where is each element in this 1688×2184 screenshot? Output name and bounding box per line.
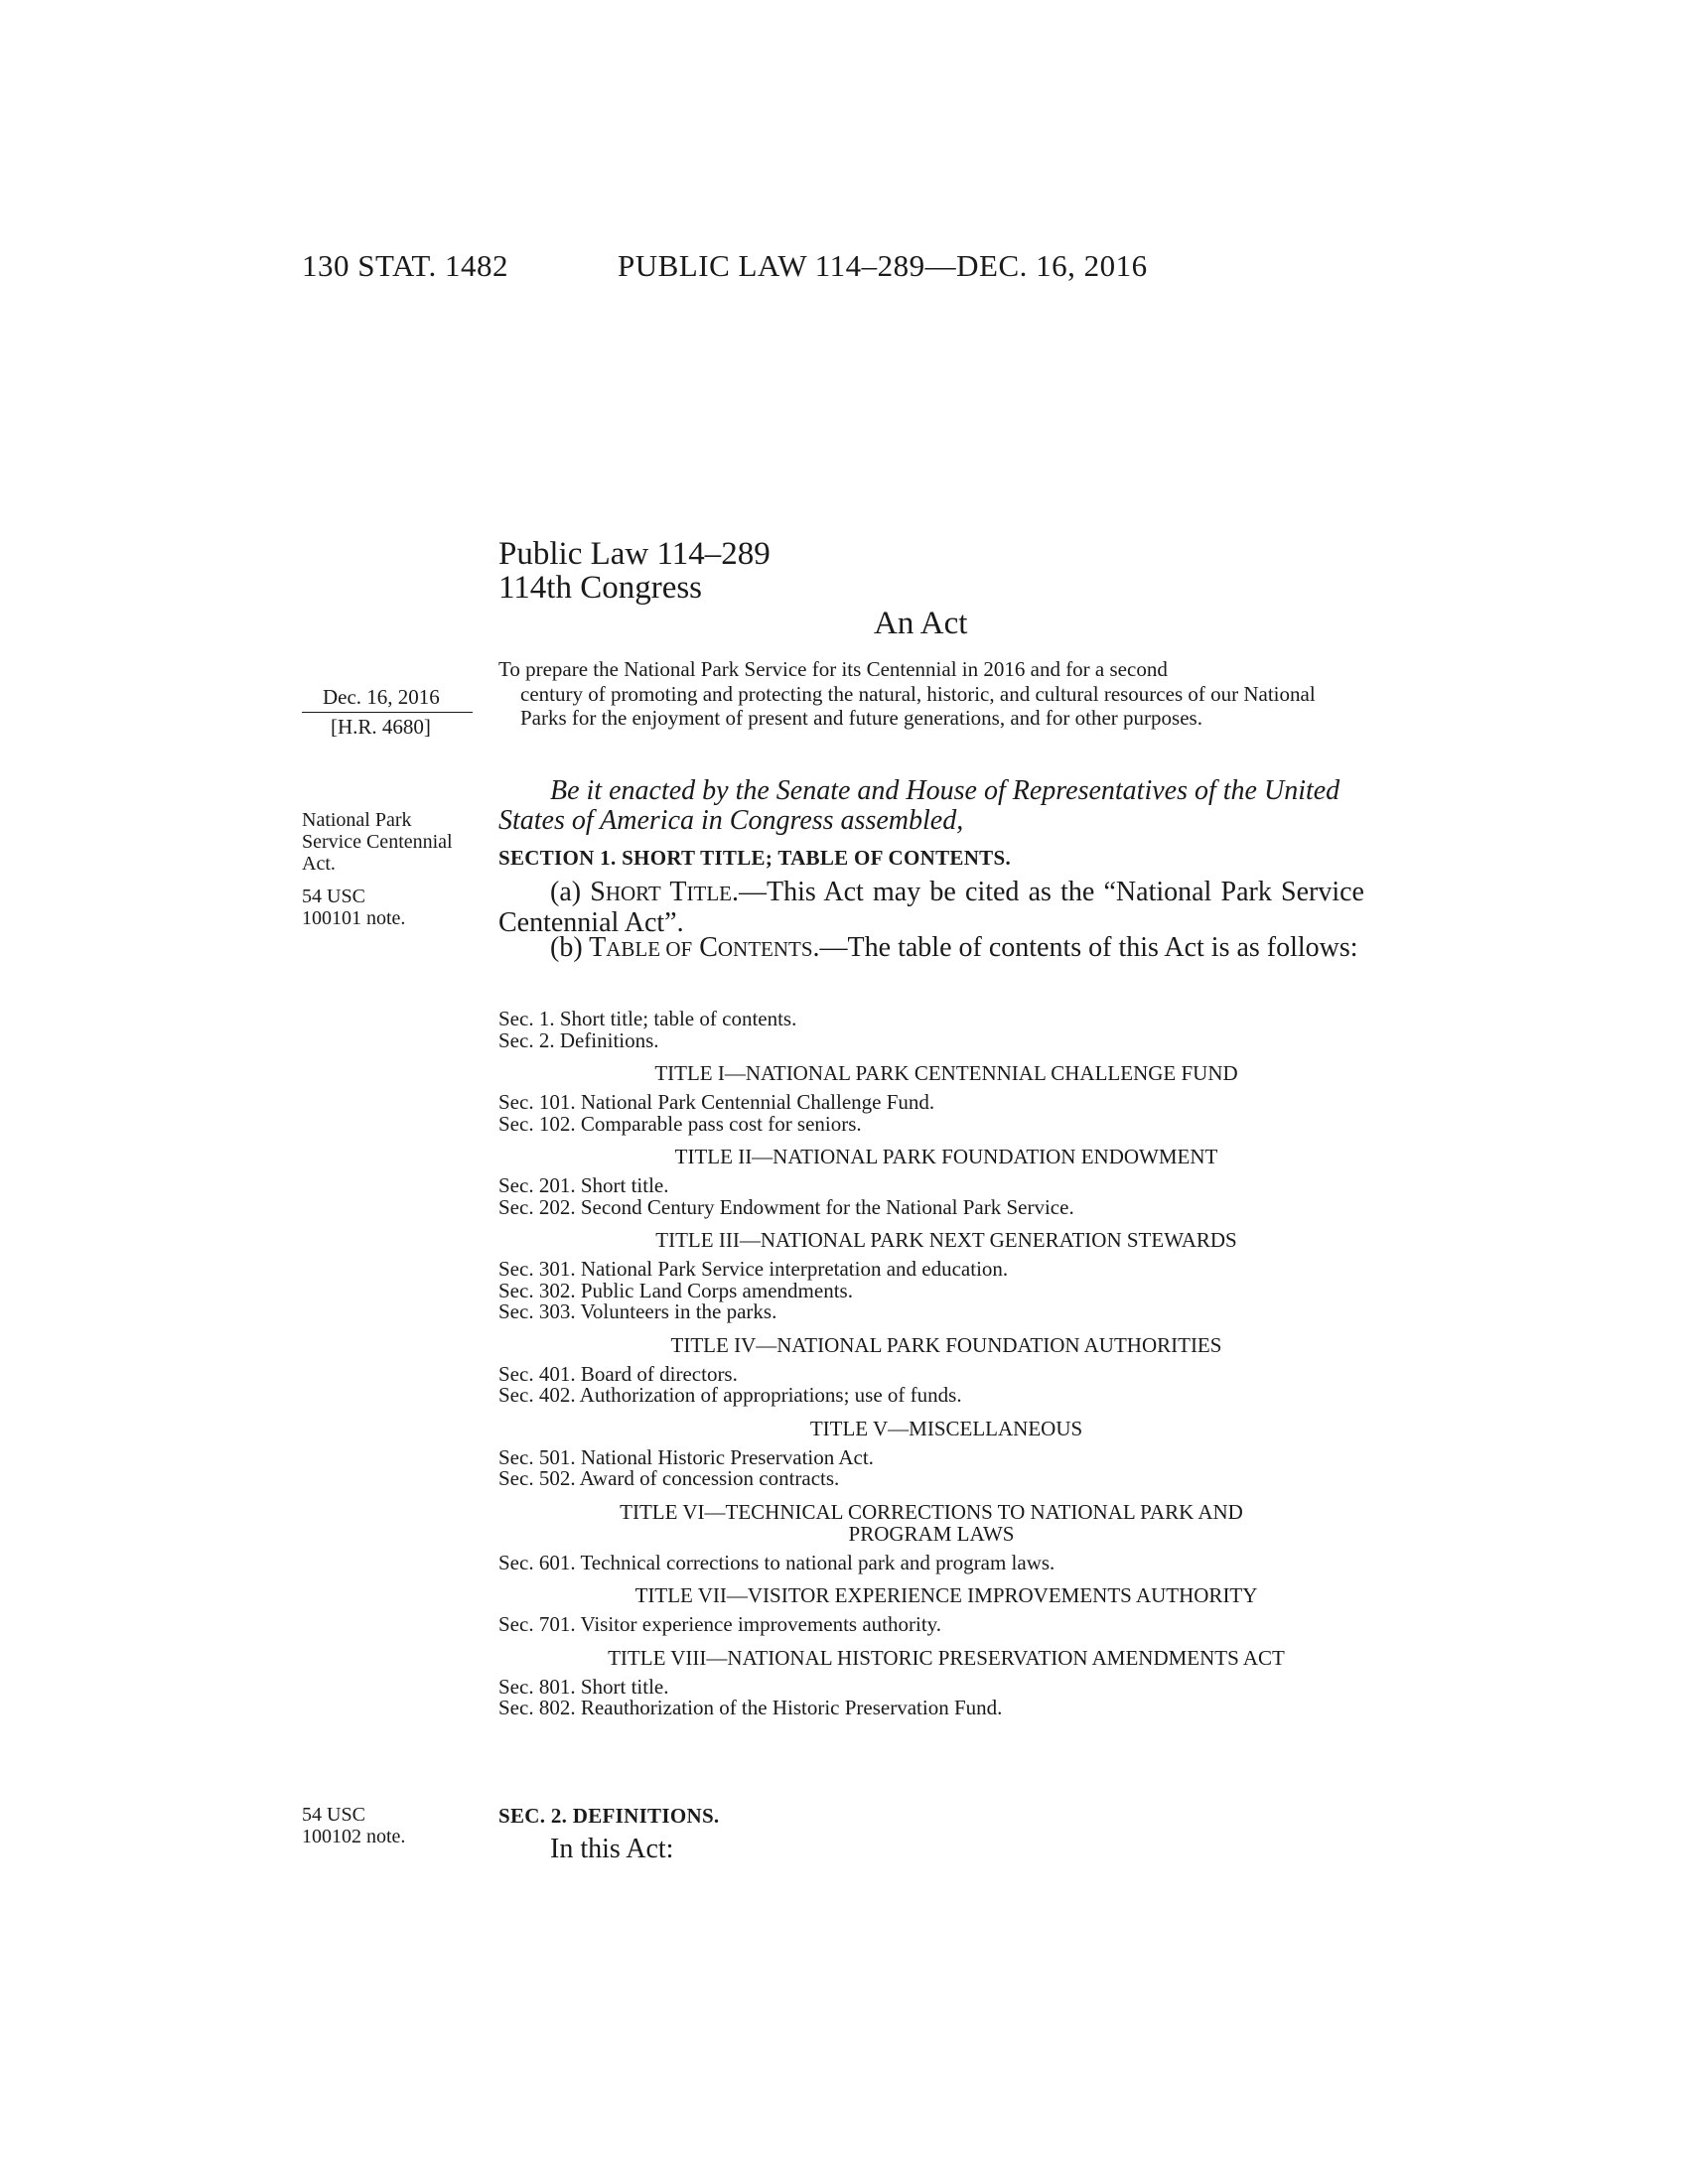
toc-entry: Sec. 402. Authorization of appropriations; use of funds. (498, 1383, 962, 1407)
margin-date: Dec. 16, 2016 (323, 685, 440, 709)
page-citation: 130 STAT. 1482 (302, 248, 509, 283)
toc-entry: Sec. 101. National Park Centennial Challenge Fund. (498, 1090, 935, 1114)
toc-paragraph (498, 933, 1364, 964)
toc-title-heading: TITLE V—MISCELLANEOUS (809, 1416, 1083, 1440)
act-purpose (498, 657, 1364, 731)
toc-entry: Sec. 601. Technical corrections to national park and program laws. (498, 1550, 1055, 1574)
toc-entry: Sec. 202. Second Century Endowment for the National Park Service. (498, 1194, 1074, 1219)
purpose-first-line: To prepare the National Park Service for its Centennial in 2016 and for a second (498, 657, 1168, 681)
margin-short-title-note: National Park Service Centennial Act. (302, 809, 453, 875)
toc-title-group (498, 1146, 1364, 1218)
toc-label-cap: C (692, 932, 718, 963)
margin-citation-1: 54 USC 100101 note. (302, 886, 406, 929)
short-title-paragraph (498, 878, 1364, 938)
toc-title-group (498, 1584, 1364, 1636)
toc-entry: Sec. 201. Short title. (498, 1173, 669, 1197)
act-label: An Act (874, 606, 968, 641)
table-of-contents (498, 1009, 1364, 1719)
toc-title-heading: TITLE IV—NATIONAL PARK FOUNDATION AUTHORITIES (670, 1332, 1222, 1357)
toc-entry: Sec. 501. National Historic Preservation Act. (498, 1444, 874, 1469)
toc-label-sc2: ONTENTS (717, 937, 813, 961)
toc-title-group (498, 1229, 1364, 1323)
enacting-clause-rest: the United States of America in Congress assembled, (498, 775, 1340, 836)
toc-title-group (498, 1647, 1364, 1719)
toc-entry: Sec. 401. Board of directors. (498, 1361, 738, 1386)
toc-title-heading: TITLE II—NATIONAL PARK FOUNDATION ENDOWMENT (674, 1145, 1218, 1168)
short-title-label-cap: T (660, 877, 687, 907)
running-head-title: PUBLIC LAW 114–289—DEC. 16, 2016 (618, 248, 1148, 283)
toc-title-heading: TITLE VI—TECHNICAL CORRECTIONS TO NATIONAL PARK AND PROGRAM LAWS (620, 1499, 1243, 1546)
section-2-intro: In this Act: (550, 1834, 674, 1864)
toc-label: (b) T (550, 932, 607, 963)
toc-title-heading: TITLE VIII—NATIONAL HISTORIC PRESERVATION AMENDMENTS ACT (608, 1645, 1285, 1670)
law-number: Public Law 114–289 (498, 536, 771, 572)
toc-entry: Sec. 301. National Park Service interpretation and education. (498, 1257, 1009, 1281)
enacting-clause (498, 776, 1364, 836)
toc-title-group (498, 1062, 1364, 1135)
toc-entry: Sec. 802. Reauthorization of the Historic Preservation Fund. (498, 1696, 1003, 1719)
toc-title-group (498, 1334, 1364, 1407)
toc-entry: Sec. 303. Volunteers in the parks. (498, 1299, 777, 1323)
short-title-label-sc2: ITLE (686, 882, 732, 905)
toc-entry: Sec. 701. Visitor experience improvements authority. (498, 1612, 942, 1636)
margin-citation-2: 54 USC 100102 note. (302, 1804, 406, 1847)
toc-entry: Sec. 502. Award of concession contracts. (498, 1466, 840, 1490)
toc-title-heading: TITLE I—NATIONAL PARK CENTENNIAL CHALLENGE FUND (654, 1061, 1238, 1085)
congress-label: 114th Congress (498, 570, 703, 606)
toc-title-group (498, 1418, 1364, 1490)
short-title-label: (a) S (550, 877, 606, 907)
toc-entry: Sec. 302. Public Land Corps amendments. (498, 1278, 853, 1302)
enacting-clause-first: Be it enacted by the Senate and House of Representatives of (550, 775, 1216, 806)
section-1-heading: SECTION 1. SHORT TITLE; TABLE OF CONTENTS. (498, 846, 1012, 870)
section-2-heading: SEC. 2. DEFINITIONS. (498, 1804, 720, 1828)
toc-label-sc: ABLE OF (606, 937, 693, 961)
toc-entry: Sec. 801. Short title. (498, 1674, 669, 1699)
short-title-label-sc: HORT (605, 882, 661, 905)
toc-title-heading: TITLE III—NATIONAL PARK NEXT GENERATION STEWARDS (655, 1228, 1237, 1252)
toc-entry: Sec. 2. Definitions. (498, 1027, 659, 1052)
purpose-continuation: century of promoting and protecting the natural, historic, and cultural resources of our National Parks for the enjoyment of present and future generations, and for other purposes. (520, 681, 1316, 730)
toc-title-group (498, 1501, 1364, 1574)
toc-entry: Sec. 102. Comparable pass cost for seniors. (498, 1111, 862, 1136)
short-title-text: .—This Act may be cited as the “National Park Service Centennial Act”. (498, 877, 1364, 938)
margin-divider (302, 712, 473, 713)
margin-bill-number: [H.R. 4680] (331, 715, 431, 739)
toc-title-heading: TITLE VII—VISITOR EXPERIENCE IMPROVEMENTS AUTHORITY (634, 1583, 1258, 1607)
toc-entry: Sec. 1. Short title; table of contents. (498, 1007, 797, 1030)
toc-intro-text: .—The table of contents of this Act is as follows: (812, 932, 1358, 963)
